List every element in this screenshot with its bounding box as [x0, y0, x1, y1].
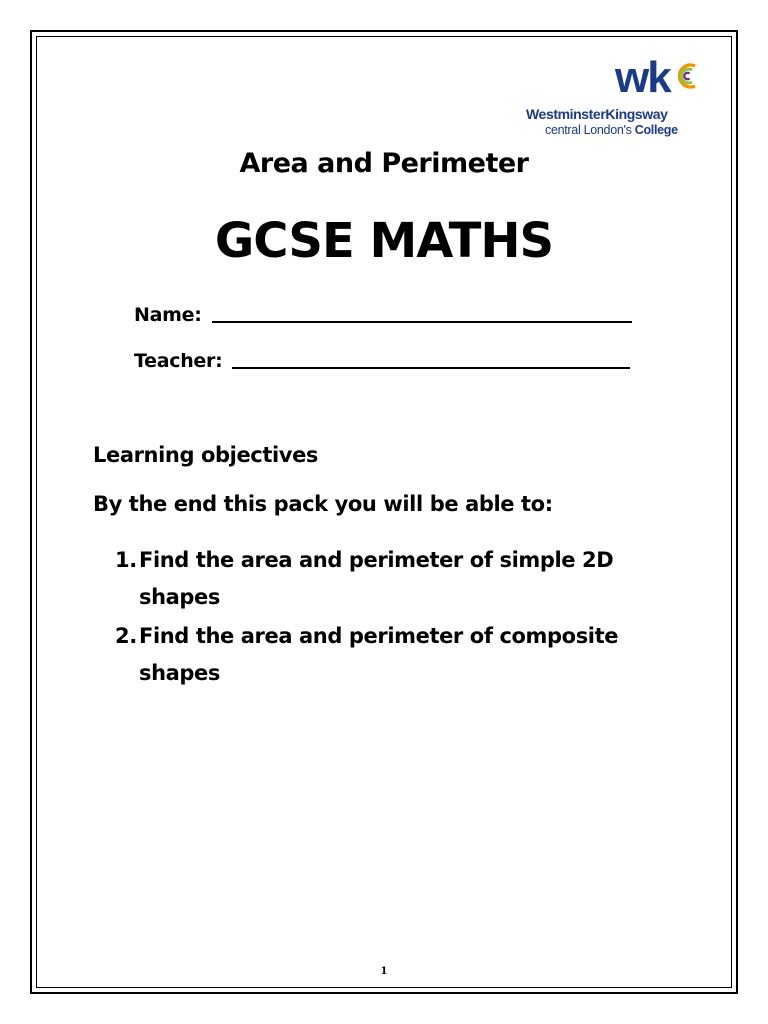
page-number: 1 [380, 966, 388, 977]
college-logo [522, 50, 702, 140]
list-item-number: 1. [115, 548, 137, 572]
list-item-number: 2. [115, 624, 137, 648]
objectives-list [115, 542, 675, 694]
name-blank-line[interactable] [212, 320, 632, 323]
objectives-heading: Learning objectives [93, 443, 319, 467]
objectives-intro: By the end this pack you will be able to: [93, 492, 553, 516]
svg-text:wk: wk [615, 56, 670, 98]
name-field[interactable] [134, 304, 632, 326]
list-item [115, 618, 675, 692]
logo-college-name: WestminsterKingsway [526, 106, 668, 122]
teacher-field[interactable] [134, 350, 630, 372]
teacher-label: Teacher: [134, 350, 223, 372]
list-item-text: Find the area and perimeter of simple 2D shapes [139, 548, 614, 609]
wkc-logo-icon [615, 56, 701, 98]
list-item-text: Find the area and perimeter of composite shapes [139, 624, 619, 685]
list-item [115, 542, 675, 616]
document-title: GCSE MATHS [214, 213, 554, 269]
name-label: Name: [134, 304, 202, 326]
logo-tagline: central London's College [545, 123, 678, 137]
teacher-blank-line[interactable] [232, 366, 630, 369]
document-subtitle: Area and Perimeter [239, 148, 529, 179]
